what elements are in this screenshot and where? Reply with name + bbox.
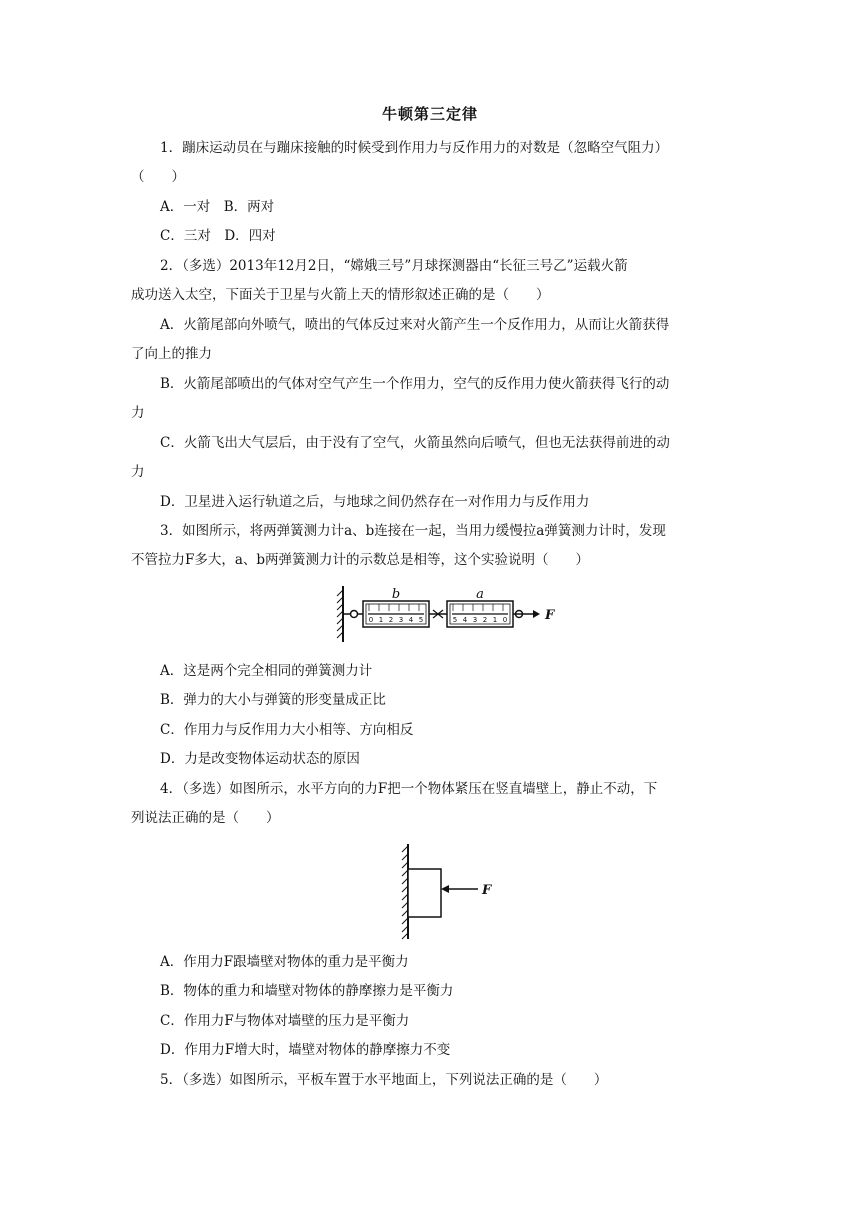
q2-option-c-line2: 力 [131,464,145,480]
q3-scale-b-3: 3 [398,616,404,624]
q3-label-a: a [476,587,484,602]
q3-scale-a-2: 3 [472,616,478,624]
q3-scale-a-1: 4 [462,616,468,624]
q4-option-b: B．物体的重力和墙壁对物体的静摩擦力是平衡力 [160,983,454,999]
q3-scale-a-4: 1 [492,616,498,624]
q4-stem-line2: 列说法正确的是（ ） [131,810,280,826]
q4-option-c: C．作用力F与物体对墙壁的压力是平衡力 [160,1013,410,1029]
q2-stem-line1: 2．（多选）2013年12月2日，“嫦娥三号”月球探测器由“长征三号乙”运载火箭 [160,258,628,274]
q2-option-c-line1: C．火箭飞出大气层后，由于没有了空气，火箭虽然向后喷气，但也无法获得前进的动 [160,435,670,451]
q3-spring-balance-figure [330,584,560,644]
q3-scale-a-3: 2 [482,616,488,624]
q4-option-a: A．作用力F跟墙壁对物体的重力是平衡力 [160,954,409,970]
q2-option-b-line2: 力 [131,405,145,421]
q4-label-f: F [482,883,492,898]
q3-option-c: C．作用力与反作用力大小相等、方向相反 [160,722,414,738]
q4-stem-line1: 4．（多选）如图所示，水平方向的力F把一个物体紧压在竖直墙壁上，静止不动，下 [160,781,658,797]
q1-options-line1: A．一对 B．两对 [160,199,275,215]
q3-scale-b-1: 1 [378,616,384,624]
q3-scale-b-4: 4 [408,616,414,624]
q4-option-d: D．作用力F增大时，墙壁对物体的静摩擦力不变 [160,1042,451,1058]
q2-option-a-line1: A．火箭尾部向外喷气，喷出的气体反过来对火箭产生一个反作用力，从而让火箭获得 [160,317,670,333]
q3-option-a: A．这是两个完全相同的弹簧测力计 [160,663,373,679]
q2-option-b-line1: B．火箭尾部喷出的气体对空气产生一个作用力，空气的反作用力使火箭获得飞行的动 [160,376,670,392]
q3-scale-b-0: 0 [368,616,374,624]
q3-scale-a-0: 5 [452,616,458,624]
page-title: 牛顿第三定律 [381,105,478,123]
q2-option-a-line2: 了向上的推力 [131,346,212,362]
q3-option-d: D．力是改变物体运动状态的原因 [160,751,360,767]
q3-scale-b-2: 2 [388,616,394,624]
q3-label-b: b [391,587,401,602]
q2-option-d: D．卫星进入运行轨道之后，与地球之间仍然存在一对作用力与反作用力 [160,494,590,510]
q3-scale-b-5: 5 [418,616,424,624]
q1-options-line2: C．三对 D．四对 [160,228,276,244]
q3-stem-line1: 3．如图所示，将两弹簧测力计a、b连接在一起，当用力缓慢拉a弹簧测力计时，发现 [160,523,666,539]
q3-stem-line2: 不管拉力F多大，a、b两弹簧测力计的示数总是相等，这个实验说明（ ） [131,552,590,568]
q3-scale-a-5: 0 [502,616,508,624]
q3-option-b: B．弹力的大小与弹簧的形变量成正比 [160,692,386,708]
q5-stem-line1: 5．（多选）如图所示，平板车置于水平地面上，下列说法正确的是（ ） [160,1072,608,1088]
q4-wall-block-figure [398,842,498,942]
q1-stem-line2: （ ） [131,169,185,185]
q2-stem-line2: 成功送入太空，下面关于卫星与火箭上天的情形叙述正确的是（ ） [131,287,550,303]
q1-stem-line1: 1．蹦床运动员在与蹦床接触的时候受到作用力与反作用力的对数是（忽略空气阻力） [160,140,669,156]
q3-label-f: F [545,608,555,623]
